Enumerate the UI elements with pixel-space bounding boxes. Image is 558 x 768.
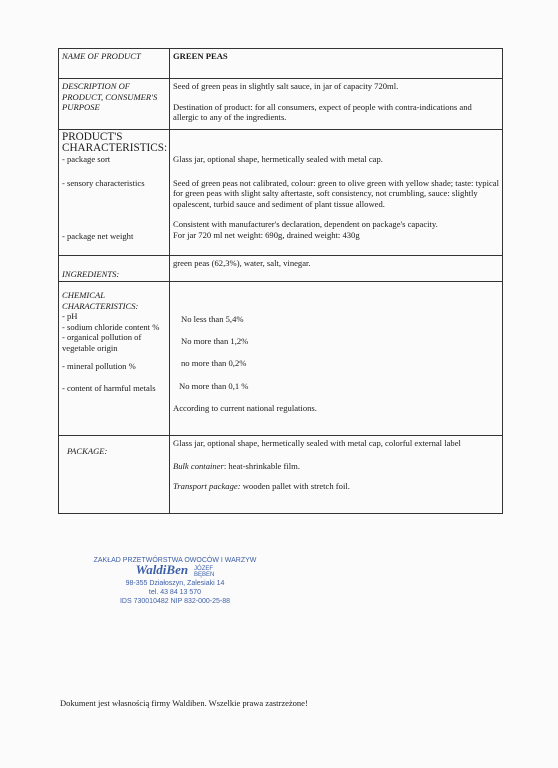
sodium-value: No more than 1,2%	[181, 335, 249, 346]
chemical-values-cell	[170, 282, 503, 436]
description-text: Seed of green peas in slightly salt sauce, in jar of capacity 720ml.	[173, 81, 399, 91]
transport-package-value: wooden pallet with stretch foil.	[240, 481, 350, 491]
description-cell	[170, 79, 503, 130]
row-chemical	[59, 282, 503, 436]
product-name: GREEN PEAS	[170, 49, 503, 79]
sensory-value: Seed of green peas not calibrated, colour: green to olive green with yellow shade; taste: typical for green peas with slight salty aftertaste, soft consistency, not crumbling, sauce: slightly opalescent, turbid sauce and sediment of plant tissue allowed.	[173, 177, 499, 209]
row-characteristics	[59, 130, 503, 256]
stamp-owner-last: BĘBEN	[194, 572, 215, 579]
label-chemical: CHEMICAL CHARACTERISTICS:	[62, 290, 139, 311]
bulk-container-label: Bulk container	[173, 460, 224, 471]
net-weight-value: Consistent with manufacturer's declaration, dependent on package's capacity.	[173, 219, 438, 229]
stamp-owner-first: JÓZEF	[194, 565, 214, 572]
destination-text: Destination of product: for all consumers, expect of people with contra-indications and allergic to any of the ingredients.	[173, 101, 472, 122]
stamp-phone: tel. 43 84 13 570	[148, 588, 202, 596]
ph-value: No less than 5,4%	[181, 314, 244, 324]
row-description	[59, 79, 503, 130]
label-name-of-product: NAME OF PRODUCT	[59, 49, 170, 79]
row-package	[59, 436, 503, 514]
stamp-ids: IDS 730010482 NIP 832-000-25-88	[119, 597, 230, 605]
label-package-sort: - package sort	[62, 154, 111, 164]
transport-package-label: Transport package:	[173, 481, 241, 491]
package-values-cell	[170, 436, 503, 514]
label-chemical-cell	[59, 282, 170, 436]
label-metals: - content of harmful metals	[62, 382, 156, 393]
label-organic: - organical pollution of vegetable origin	[62, 332, 142, 353]
ingredients-value: green peas (62,3%), water, salt, vinegar.	[170, 256, 503, 282]
package-text: Glass jar, optional shape, hermetically sealed with metal cap, colorful external label	[173, 438, 461, 448]
mineral-value: No more than 0,1 %	[179, 380, 249, 391]
bulk-container-value: : heat-shrinkable film.	[223, 460, 300, 471]
label-sensory: - sensory characteristics	[62, 177, 145, 188]
label-ingredients: INGREDIENTS:	[59, 256, 170, 282]
label-net-weight: - package net weight	[62, 231, 134, 241]
stamp-owner	[194, 566, 214, 579]
metals-value: According to current national regulations.	[173, 403, 317, 413]
row-ingredients	[59, 256, 503, 282]
organic-value: no more than 0,2%	[181, 358, 247, 368]
stamp-address: 98-355 Działoszyn, Zalesiaki 14	[125, 579, 225, 587]
label-characteristics: PRODUCT'S CHARACTERISTICS:	[62, 131, 168, 154]
package-sort-value: Glass jar, optional shape, hermetically sealed with metal cap.	[173, 154, 383, 164]
row-name-of-product	[59, 49, 503, 79]
bulk-container-text	[173, 461, 499, 472]
net-weight-jar-value: For jar 720 ml net weight: 690g, drained weight: 430g	[173, 229, 360, 240]
product-spec-table	[58, 48, 503, 514]
label-ph: - pH	[62, 311, 78, 321]
company-stamp	[90, 556, 260, 606]
label-sodium: - sodium chloride content %	[62, 321, 160, 332]
label-mineral: - mineral pollution %	[62, 361, 136, 371]
transport-package-text	[173, 481, 499, 492]
label-package: PACKAGE:	[59, 436, 170, 514]
characteristics-values-cell	[170, 130, 503, 256]
stamp-brand: WaldiBen	[135, 562, 189, 577]
label-description: DESCRIPTION OF PRODUCT, CONSUMER'S PURPOSE	[59, 79, 170, 130]
label-characteristics-cell	[59, 130, 170, 256]
footer-note: Dokument jest własnością firmy Waldiben. Wszelkie prawa zastrzeżone!	[60, 698, 308, 708]
stamp-brand-line	[90, 562, 260, 579]
stamp-company-line: ZAKŁAD PRZETWÓRSTWA OWOCÓW I WARZYW	[93, 557, 257, 564]
